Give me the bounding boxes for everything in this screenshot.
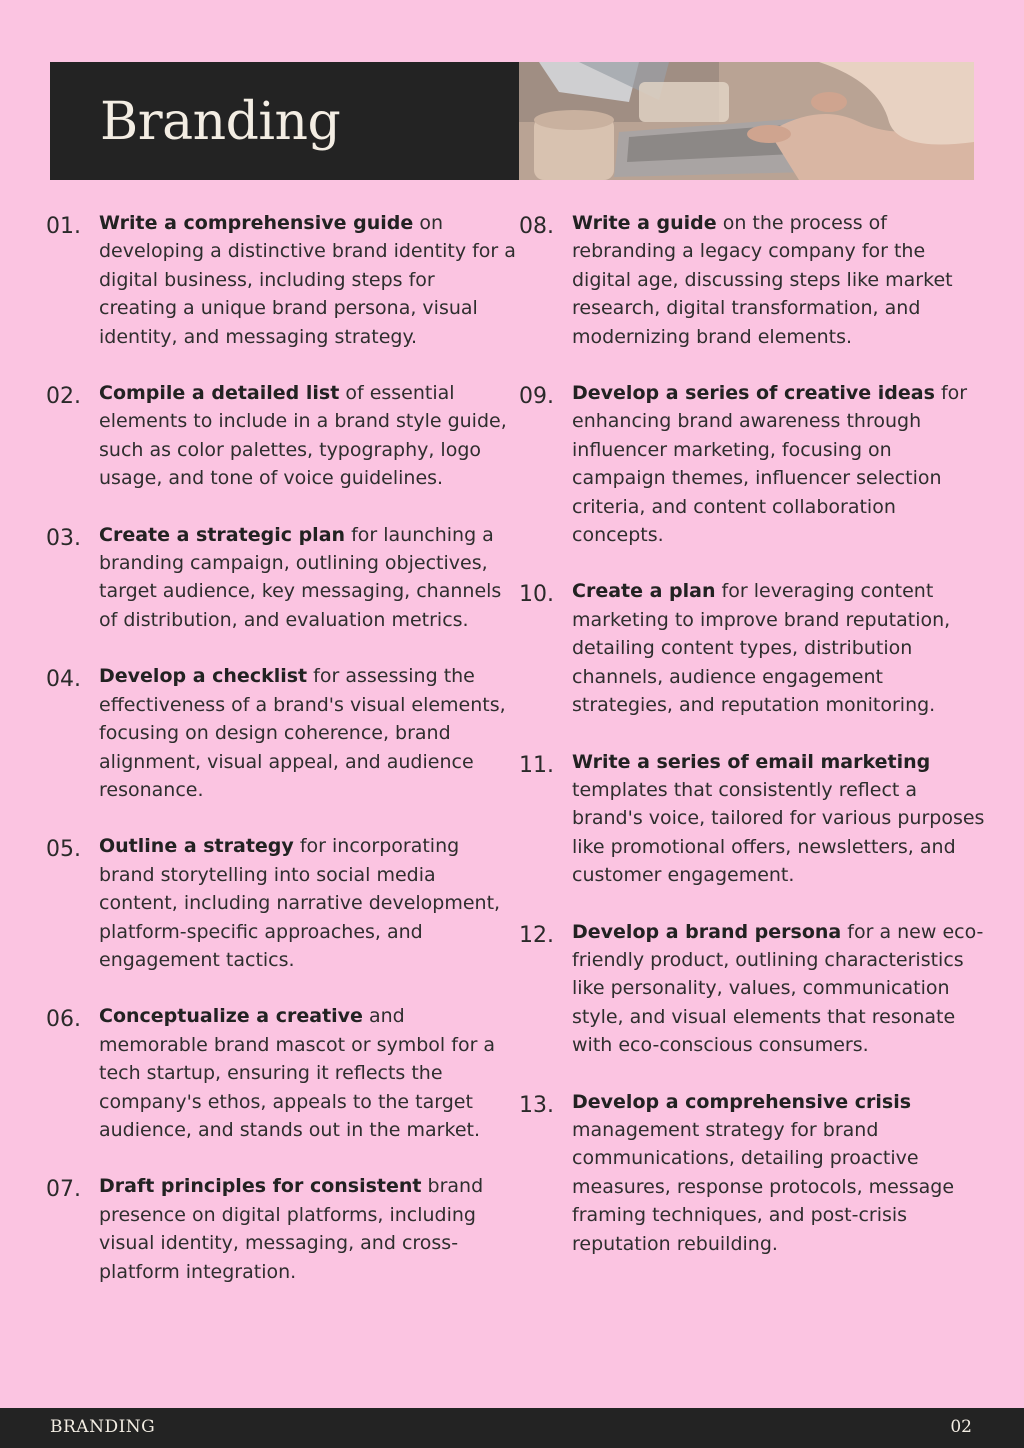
laptop-typing-photo xyxy=(519,62,974,180)
item-text xyxy=(572,748,989,890)
item-bold: Write a guide xyxy=(572,212,717,234)
item-text xyxy=(99,1172,516,1286)
item-number: 11. xyxy=(519,752,554,778)
item-number: 12. xyxy=(519,922,554,948)
title-banner xyxy=(50,62,519,180)
item-body: on developing a distinctive brand identity for a digital business, including steps for creating a unique brand persona, visual identity, and messaging strategy. xyxy=(99,212,516,348)
item-body: brand presence on digital platforms, including visual identity, messaging, and cross-platform integration. xyxy=(99,1175,484,1283)
list-item xyxy=(46,832,516,974)
item-bold: Develop a comprehensive crisis xyxy=(572,1090,912,1113)
item-text xyxy=(99,521,516,635)
list-item xyxy=(519,918,989,1060)
item-bold: Draft principles for consistent xyxy=(99,1175,422,1198)
item-body: for a new eco-friendly product, outlining characteristics like personality, values, communication style, and visual elements that resonate with eco-conscious consumers. xyxy=(572,920,984,1057)
laptop-photo-illustration xyxy=(519,62,974,180)
item-bold: Develop a brand persona xyxy=(572,920,842,943)
item-number: 05. xyxy=(46,837,81,863)
item-bold: Create a strategic plan xyxy=(99,523,346,546)
item-text xyxy=(99,1002,516,1144)
item-number: 09. xyxy=(519,384,554,410)
item-text xyxy=(99,379,516,493)
item-body: for assessing the effectiveness of a brand's visual elements, focusing on design coherence, brand alignment, visual appeal, and audience resonance. xyxy=(99,665,506,801)
list-item xyxy=(519,748,989,890)
item-bold: Develop a series of creative ideas xyxy=(572,382,935,405)
item-number: 06. xyxy=(46,1007,81,1033)
item-text xyxy=(572,209,989,351)
item-bold: Conceptualize a creative xyxy=(99,1005,363,1028)
item-number: 01. xyxy=(46,214,81,239)
item-bold: Compile a detailed list xyxy=(99,382,340,405)
item-number: 13. xyxy=(519,1092,554,1118)
item-number: 07. xyxy=(46,1177,81,1203)
item-text xyxy=(99,832,516,974)
item-body: on the process of rebranding a legacy company for the digital age, discussing steps like market research, digital transformation, and modernizing brand elements. xyxy=(572,212,953,348)
item-bold: Create a plan xyxy=(572,580,716,603)
item-body: and memorable brand mascot or symbol for a tech startup, ensuring it reflects the company's ethos, appeals to the target audience, and stands out in the market. xyxy=(99,1005,496,1141)
list-item xyxy=(519,209,989,351)
item-bold: Write a series of email marketing xyxy=(572,750,931,773)
item-number: 02. xyxy=(46,384,81,410)
item-text xyxy=(99,662,516,804)
item-text xyxy=(99,209,516,351)
item-body: management strategy for brand communications, detailing proactive measures, response protocols, message framing techniques, and post-crisis reputation rebuilding. xyxy=(572,1118,955,1255)
item-bold: Write a comprehensive guide xyxy=(99,212,414,234)
item-body: templates that consistently reflect a brand's voice, tailored for various purposes like promotional offers, newsletters, and customer engagement. xyxy=(572,778,985,887)
item-body: of essential elements to include in a brand style guide, such as color palettes, typography, logo usage, and tone of voice guidelines. xyxy=(99,382,507,490)
right-column xyxy=(519,209,989,1258)
item-text xyxy=(572,1088,989,1258)
item-body: for enhancing brand awareness through influencer marketing, focusing on campaign themes, influencer selection criteria, and content collaboration concepts. xyxy=(572,382,968,547)
item-number: 04. xyxy=(46,667,81,693)
footer-label: BRANDING xyxy=(50,1417,156,1437)
list-item xyxy=(46,1172,516,1286)
item-number: 08. xyxy=(519,214,554,239)
item-body: for leveraging content marketing to improve brand reputation, detailing content types, distribution channels, audience engagement strategies, and reputation monitoring. xyxy=(572,580,951,717)
footer-bar xyxy=(0,1408,1024,1448)
item-text xyxy=(572,379,989,549)
item-bold: Develop a checklist xyxy=(99,665,308,688)
list-item xyxy=(46,1002,516,1144)
item-bold: Outline a strategy xyxy=(99,835,294,858)
item-text xyxy=(572,918,989,1060)
list-item xyxy=(46,521,516,635)
left-column xyxy=(46,209,516,1286)
list-item xyxy=(46,379,516,493)
list-item xyxy=(46,209,516,351)
item-body: for incorporating brand storytelling into social media content, including narrative development, platform-specific approaches, and engagement tactics. xyxy=(99,835,501,971)
item-number: 03. xyxy=(46,525,81,551)
list-item xyxy=(519,1088,989,1258)
list-item xyxy=(519,577,989,719)
item-number: 10. xyxy=(519,582,554,608)
list-item xyxy=(519,379,989,549)
page-number: 02 xyxy=(950,1417,972,1437)
item-body: for launching a branding campaign, outlining objectives, target audience, key messaging, channels of distribution, and evaluation metrics. xyxy=(99,523,502,631)
list-item xyxy=(46,662,516,804)
item-text xyxy=(572,577,989,719)
page-title: Branding xyxy=(100,92,341,152)
